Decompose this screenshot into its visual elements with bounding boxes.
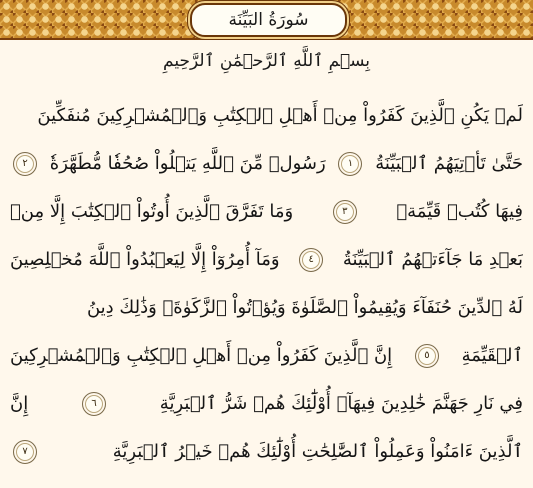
verse-text: بَعۡدِ مَا جَآءَتۡهُمُ ٱلۡبَيِّنَةُ bbox=[342, 249, 523, 270]
verse-line-2 bbox=[10, 140, 523, 188]
verse-text: ٱلَّذِينَ ءَامَنُواْ وَعَمِلُواْ ٱلصَّٰلِحَٰتِ أُوْلَٰٓئِكَ هُمۡ خَيۡرُ ٱلۡبَرِيَّةِ bbox=[112, 441, 523, 462]
verse-text: إِنَّ bbox=[10, 393, 29, 414]
verse-line-4 bbox=[10, 236, 523, 284]
verse-line-7 bbox=[10, 380, 523, 428]
ornamental-header bbox=[0, 0, 533, 40]
verse-text: فِي نَارِ جَهَنَّمَ خَٰلِدِينَ فِيهَآۚ أُوْلَٰٓئِكَ هُمۡ شَرُّ ٱلۡبَرِيَّةِ bbox=[159, 393, 523, 414]
verse-line-1 bbox=[10, 92, 523, 140]
ayah-end-marker: ٦ bbox=[82, 392, 106, 416]
ayah-end-marker: ٤ bbox=[299, 248, 323, 272]
verse-lines bbox=[10, 92, 523, 476]
verse-text: لَمۡ يَكُنِ ٱلَّذِينَ كَفَرُواْ مِنۡ أَهۡلِ ٱلۡكِتَٰبِ وَٱلۡمُشۡرِكِينَ مُنفَكِّينَ bbox=[37, 105, 523, 126]
surah-title-frame bbox=[190, 3, 347, 37]
verse-text: وَمَا تَفَرَّقَ ٱلَّذِينَ أُوتُواْ ٱلۡكِتَٰبَ إِلَّا مِنۢ bbox=[10, 201, 294, 222]
verse-line-6 bbox=[10, 332, 523, 380]
verse-text: فِيهَا كُتُبٞ قَيِّمَةٞ bbox=[396, 201, 523, 222]
verse-text: ٱلۡقَيِّمَةِ bbox=[461, 345, 523, 366]
verse-text: وَمَآ أُمِرُوٓاْ إِلَّا لِيَعۡبُدُواْ ٱللَّهَ مُخۡلِصِينَ bbox=[10, 249, 280, 270]
verse-line-5 bbox=[10, 284, 523, 332]
verse-line-8 bbox=[10, 428, 523, 476]
ayah-end-marker: ١ bbox=[338, 152, 362, 176]
ayah-end-marker: ٣ bbox=[333, 200, 357, 224]
verse-line-3 bbox=[10, 188, 523, 236]
ayah-end-marker: ٥ bbox=[415, 344, 439, 368]
ayah-end-marker: ٧ bbox=[13, 440, 37, 464]
surah-title: سُورَةُ البَيِّنَة bbox=[228, 9, 309, 30]
verse-text: رَسُولٞ مِّنَ ٱللَّهِ يَتۡلُواْ صُحُفٗا مُّطَهَّرَةٗ bbox=[49, 153, 326, 174]
verse-text: إِنَّ ٱلَّذِينَ كَفَرُواْ مِنۡ أَهۡلِ ٱلۡكِتَٰبِ وَٱلۡمُشۡرِكِينَ bbox=[10, 345, 393, 366]
basmala: بِسۡمِ ٱللَّهِ ٱلرَّحۡمَٰنِ ٱلرَّحِيمِ bbox=[163, 51, 370, 71]
ayah-end-marker: ٢ bbox=[13, 152, 37, 176]
verse-text: حَتَّىٰ تَأۡتِيَهُمُ ٱلۡبَيِّنَةُ bbox=[375, 153, 523, 174]
verse-text: لَهُ ٱلدِّينَ حُنَفَآءَ وَيُقِيمُواْ ٱلصَّلَوٰةَ وَيُؤۡتُواْ ٱلزَّكَوٰةَۚ وَذَٰلِكَ دِينُ bbox=[86, 297, 523, 318]
